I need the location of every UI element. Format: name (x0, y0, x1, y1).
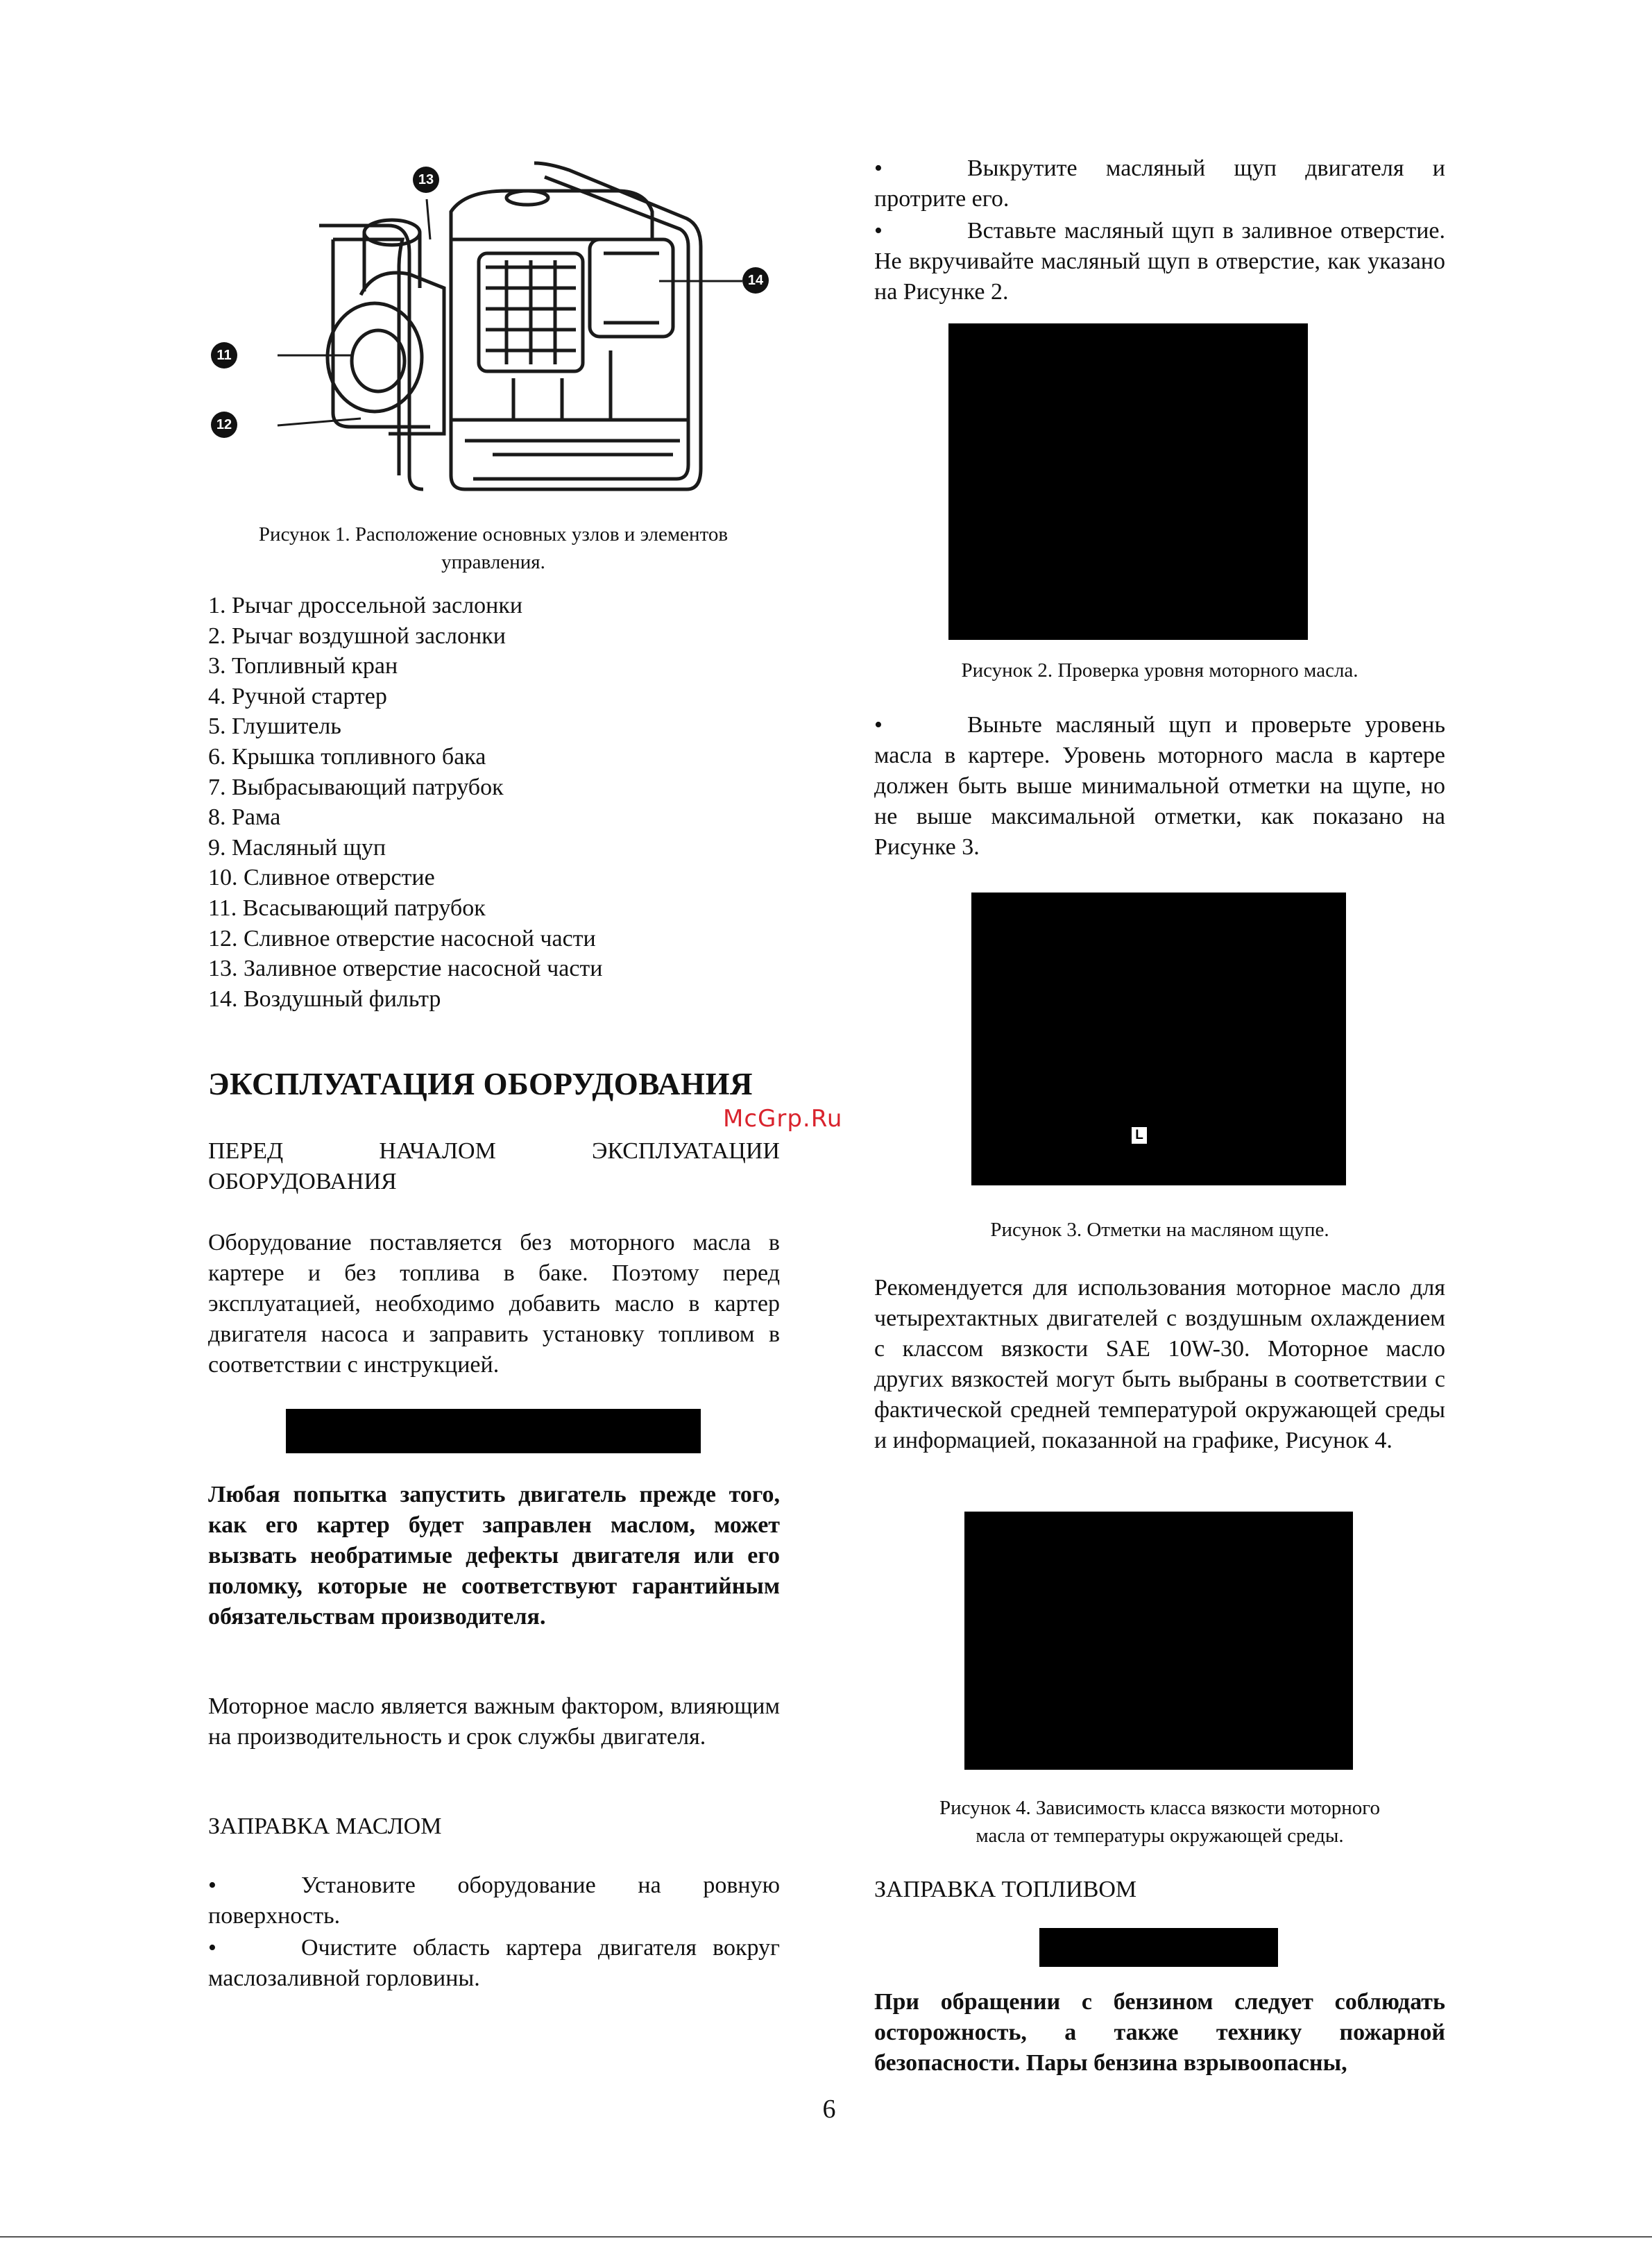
figure-3-image (971, 893, 1346, 1185)
before-use-paragraph: Оборудование поставляется без моторного масла в картере и без топлива в баке. Поэтому перед эксплуатацией, необходимо добавить масло в картер двигателя насоса и заправить установку топливом в соответствии с инструкцией. (208, 1230, 780, 1378)
callout-13-icon: 13 (413, 167, 439, 193)
oil-fill-step-2 (208, 1933, 780, 1994)
figure-1-caption (209, 521, 778, 576)
before-use-title (208, 1136, 780, 1197)
oil-fill-step-1 (208, 1870, 780, 1931)
bullet-icon: • (874, 712, 883, 738)
figure-1-caption-line-1: Рисунок 1. Расположение основных узлов и элементов (258, 523, 729, 546)
list-item: 7. Выбрасывающий патрубок (208, 774, 504, 800)
fuel-warning-paragraph: При обращении с бензином следует соблюдать осторожность, а также технику пожарной безопасности. Пары бензина взрывоопасны, (874, 1989, 1445, 2076)
callout-11-icon: 11 (211, 342, 237, 369)
pump-drawing-icon (201, 149, 798, 503)
figure-1-pump-illustration (201, 149, 798, 503)
list-item: 9. Масляный щуп (208, 834, 386, 861)
bullet-icon: • (208, 1872, 216, 1898)
callout-14-icon: 14 (742, 267, 769, 294)
oil-fill-step-1-text: Установите оборудование на ровную поверхность. (208, 1872, 780, 1929)
section-title: ЭКСПЛУАТАЦИЯ ОБОРУДОВАНИЯ (208, 1067, 753, 1101)
oil-recommendation-paragraph: Рекомендуется для использования моторное масло для четырехтактных двигателей с воздушным охлаждением с классом вязкости SAE 10W-30. Моторное масло других вязкостей могут быть выбраны в соответствии с фактической средней температурой окружающей среды и информацией, показанной на графике, Рисунок 4. (874, 1275, 1445, 1453)
list-item: 3. Топливный кран (208, 653, 398, 679)
figure-4-caption (874, 1794, 1445, 1850)
oil-step-5-text: Выньте масляный щуп и проверьте уровень масла в картере. Уровень моторного масла в картере должен быть выше минимальной отметки на щупе, но не выше максимальной отметки, как показано на Рисунке 3. (874, 712, 1445, 860)
page-number: 6 (822, 2095, 836, 2124)
list-item: 13. Заливное отверстие насосной части (208, 956, 603, 982)
dipstick-low-mark-label: L (1132, 1127, 1147, 1144)
bullet-icon: • (208, 1935, 216, 1961)
oil-warning-paragraph: Любая попытка запустить двигатель прежде того, как его картер будет заправлен маслом, может вызвать необратимые дефекты двигателя или его поломку, которые не соответствуют гарантийным обязательствам производителя. (208, 1482, 780, 1630)
oil-step-3 (874, 153, 1445, 214)
list-item: 5. Глушитель (208, 713, 341, 740)
figure-4-caption-line-2: масла от температуры окружающей среды. (976, 1825, 1344, 1847)
watermark-link[interactable]: McGrp.Ru (723, 1105, 843, 1133)
oil-step-5 (874, 710, 1445, 863)
list-item: 8. Рама (208, 804, 281, 831)
before-use-title-line-2: ОБОРУДОВАНИЯ (208, 1169, 397, 1194)
figure-4-image (964, 1512, 1353, 1770)
before-use-title-word-2: НАЧАЛОМ (379, 1138, 496, 1164)
parts-list (208, 591, 777, 1014)
figure-1-caption-line-2: управления. (441, 551, 545, 573)
figure-2-image (948, 323, 1308, 640)
bullet-icon: • (874, 155, 883, 181)
bullet-icon: • (874, 218, 883, 244)
list-item: 10. Сливное отверстие (208, 865, 435, 891)
before-use-title-word-1: ПЕРЕД (208, 1138, 284, 1164)
warning-label-redacted (286, 1409, 701, 1453)
callout-12-icon: 12 (211, 412, 237, 438)
oil-importance-paragraph: Моторное масло является важным фактором, влияющим на производительность и срок службы двигателя. (208, 1693, 780, 1750)
figure-2-caption: Рисунок 2. Проверка уровня моторного масла. (961, 659, 1359, 682)
list-item: 11. Всасывающий патрубок (208, 895, 486, 921)
fuel-fill-title: ЗАПРАВКА ТОПЛИВОМ (874, 1877, 1137, 1902)
list-item: 1. Рычаг дроссельной заслонки (208, 593, 523, 618)
figure-4-caption-line-1: Рисунок 4. Зависимость класса вязкости моторного (939, 1797, 1380, 1819)
list-item: 14. Воздушный фильтр (208, 986, 441, 1012)
oil-step-4 (874, 216, 1445, 307)
page-bottom-divider (0, 2236, 1652, 2238)
figure-3-caption: Рисунок 3. Отметки на масляном щупе. (990, 1219, 1329, 1241)
oil-fill-title: ЗАПРАВКА МАСЛОМ (208, 1813, 442, 1839)
oil-fill-step-2-text: Очистите область картера двигателя вокруг маслозаливной горловины. (208, 1935, 780, 1991)
list-item: 12. Сливное отверстие насосной части (208, 925, 596, 952)
list-item: 2. Рычаг воздушной заслонки (208, 623, 506, 649)
fuel-warning-label-redacted (1039, 1928, 1278, 1967)
before-use-title-word-3: ЭКСПЛУАТАЦИИ (591, 1138, 780, 1164)
list-item: 4. Ручной стартер (208, 683, 387, 709)
oil-step-3-text: Выкрутите масляный щуп двигателя и протрите его. (874, 155, 1445, 212)
list-item: 6. Крышка топливного бака (208, 743, 486, 770)
oil-step-4-text: Вставьте масляный щуп в заливное отверстие. Не вкручивайте масляный щуп в отверстие, как указано на Рисунке 2. (874, 218, 1445, 305)
